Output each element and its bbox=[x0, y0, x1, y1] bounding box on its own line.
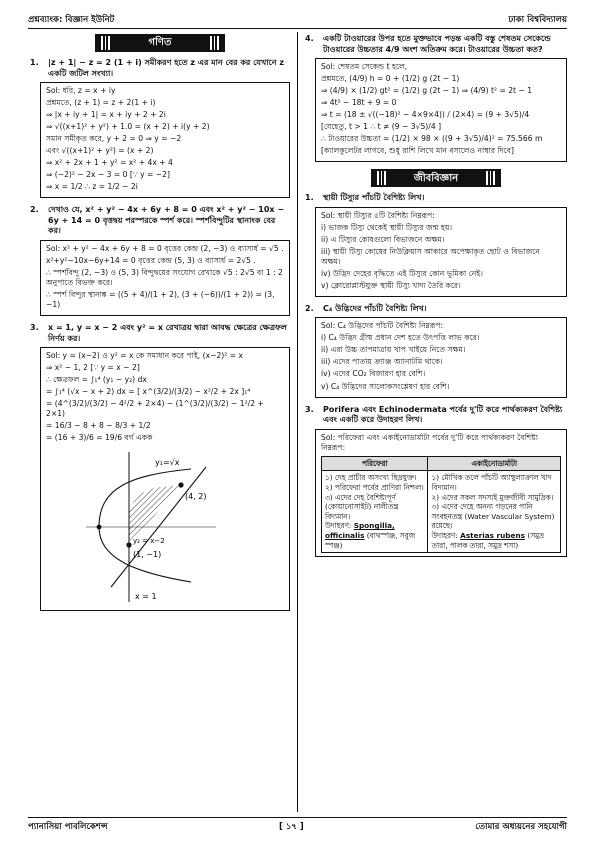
shaded-region bbox=[129, 485, 181, 545]
left-column bbox=[30, 34, 290, 618]
column-divider bbox=[297, 32, 298, 812]
example-name: Asterias rubens bbox=[460, 531, 526, 541]
solution-line: ⇒ x = 1/2 ∴ z = 1/2 − 2i bbox=[46, 182, 138, 192]
cell-line: ১) মৌখিক তলে পাঁচটি অ্যাম্বুল্যাক্রাল খাদ বিদ্যমান। bbox=[431, 473, 552, 492]
solution-line: ⇒ (4/9) × (1/2) gt² = (1/2) g (2t − 1) ⇒ (4/9) t² = 2t − 1 bbox=[321, 86, 533, 96]
table-cell bbox=[322, 471, 428, 553]
solution-line: iv) উদ্ভিদ দেহের বৃদ্ধিতে এই টিস্যুর কোন ভূমিকা নেই। bbox=[321, 268, 483, 278]
cell-line: ৩) এদের দেহে অনন্য গড়নের পানি সংবহনতন্ত্র (Water Vascular System) রয়েছে। bbox=[431, 502, 555, 531]
example-label: উদাহরণ: bbox=[325, 521, 352, 531]
solution-line: x²+y²−10x−6y+14 = 0 বৃত্তের কেন্দ্র (5, 3) ও ব্যাসার্ধ = 2√5 . bbox=[46, 255, 256, 265]
solution-line: v) C₄ উদ্ভিদের সালোকসংশ্লেষণ হার বেশি। bbox=[321, 381, 450, 391]
solution-line: ∴ টাওয়ারের উচ্চতা = (1/2) × 98 × ((9 + 3√5)/4)² = 75.566 m bbox=[321, 134, 543, 144]
solution-line: প্রশ্নমতে, (z + 1) = z + 2(1 + i) bbox=[46, 98, 156, 108]
page-header bbox=[28, 10, 567, 29]
table-cell bbox=[428, 471, 561, 553]
page-number: [ ১৭ ] bbox=[279, 821, 304, 832]
cell-line: ২) এদের সকল সদস্যই মুক্তজীবী সামুদ্রিক। bbox=[431, 492, 554, 502]
comparison-table bbox=[321, 456, 561, 554]
right-column bbox=[305, 34, 567, 564]
label-point-1-minus-1: (1, −1) bbox=[133, 550, 162, 560]
label-y1: y₁=√x bbox=[155, 458, 180, 468]
table-header: একাইনোডার্মাটা bbox=[428, 456, 561, 471]
solution-line: এবং √((x+1)² + y²) = (x + 2) bbox=[46, 146, 154, 156]
question-text: একটি টাওয়ারের উপর হতে মুক্তভাবে পড়ন্ত একটি বস্তু শেষতম সেকেন্ডে টাওয়ারের উচ্চতার 4/9 অংশ অতিক্রম করে। টাওয়ারের উচ্চতা কত? bbox=[323, 34, 551, 54]
question-text: C₄ উদ্ভিদের পাঁচটি বৈশিষ্ট্য লিখ। bbox=[323, 303, 427, 313]
solution-line: ∴ ক্ষেত্রফল = ∫₁⁴ (y₁ − y₂) dx bbox=[46, 375, 147, 385]
solution-line: ⇒ x² + 2x + 1 + y² = x² + 4x + 4 bbox=[46, 158, 173, 168]
solution-line: [যেহেতু, t > 1 ∴ t ≠ (9 − 3√5)/4 ] bbox=[321, 122, 442, 132]
example-note: (সমুদ্র তারা, পালক তারা, সমুদ্র শসা) bbox=[431, 531, 544, 550]
math-question-1: 1. |z + 1| − z = 2 (1 + i) সমীকরণ হতে z এর মান বের কর যেখানে z একটি জটিল সংখ্যা। bbox=[30, 58, 290, 79]
math-solution-1 bbox=[40, 82, 290, 198]
question-text: x = 1, y = x − 2 এবং y² = x রেখাত্রয় দ্বারা আবদ্ধ ক্ষেত্রের ক্ষেত্রফল নির্ণয় কর। bbox=[48, 322, 287, 343]
example-label: উদাহরণ: bbox=[431, 531, 458, 541]
solution-line: iii) স্থায়ী টিস্যু কোষের নিউক্লিয়াস আকারে অপেক্ষাকৃত ছোট ও বিভাজনে অক্ষম। bbox=[321, 246, 540, 266]
solution-line: ii) এ টিস্যুর কোষগুলো বিভাজনে অক্ষম। bbox=[321, 234, 445, 244]
solution-line: iii) এদের পাতায় ক্র্যাঞ্জ অ্যানাটমি থাকে। bbox=[321, 357, 443, 367]
solution-line: Sol: x² + y² − 4x + 6y + 8 = 0 বৃত্তের কেন্দ্র (2, −3) ও ব্যাসার্ধ = √5 . bbox=[46, 243, 284, 253]
solution-line: = ∫₁⁴ (√x − x + 2) dx = [ x^(3/2)/(3/2) − x²/2 + 2x ]₁⁴ bbox=[46, 387, 251, 397]
solution-line: i) C₄ উদ্ভিদ গ্রীষ্ম প্রধান দেশ হতে উৎপত্তি লাভ করে। bbox=[321, 333, 480, 343]
example-note: (বাথস্পঞ্জ, সবুজ স্পঞ্জ) bbox=[325, 531, 416, 550]
label-x-1: x = 1 bbox=[135, 592, 157, 602]
bio-question-2: 2. C₄ উদ্ভিদের পাঁচটি বৈশিষ্ট্য লিখ। bbox=[305, 303, 427, 313]
question-text: |z + 1| − z = 2 (1 + i) সমীকরণ হতে z এর মান বের কর যেখানে z একটি জটিল সংখ্যা। bbox=[48, 58, 284, 78]
point-4-2 bbox=[178, 483, 183, 488]
solution-line: Sol: ধরি, z = x + iy bbox=[46, 86, 116, 96]
footer-right: তোমার অধ্যয়নের সহযোগী bbox=[475, 821, 567, 832]
cell-line: ৩) এদের দেহ বৈশিষ্ট্যপূর্ণ (কোয়ানোসাইট) নালীতন্ত্র বিদ্যমান। bbox=[325, 492, 399, 521]
solution-line: Sol: C₄ উদ্ভিদের পাঁচটি বৈশিষ্ট্য নিম্নরূপ: bbox=[321, 321, 444, 331]
bio-solution-2 bbox=[315, 317, 567, 397]
biology-section-banner bbox=[371, 169, 501, 187]
point-1-minus-1 bbox=[126, 543, 131, 548]
solution-line: ∴ স্পর্শবিন্দু (2, −3) ও (5, 3) বিন্দুদ্বয়ের সংযোগ রেখাকে √5 : 2√5 বা 1 : 2 অনুপাতে বিভক্ত করে। bbox=[46, 267, 283, 287]
solution-line: = (16 + 3)/6 = 19/6 বর্গ একক bbox=[46, 433, 153, 443]
solution-line: Sol: স্থায়ী টিস্যুর ৫টি বৈশিষ্ট্য নিম্নরূপ: bbox=[321, 210, 435, 220]
solution-line: v) ক্লোরোপ্লাস্টযুক্ত স্থায়ী টিস্যু খাদ্য তৈরি করে। bbox=[321, 280, 461, 290]
bio-solution-3 bbox=[315, 429, 567, 558]
solution-line: i) ভাজক টিস্যু থেকেই স্থায়ী টিস্যুর জন্ম হয়। bbox=[321, 222, 453, 232]
math-question-2: 2. দেখাও যে, x² + y² − 4x + 6y + 8 = 0 এবং x² + y² − 10x − 6y + 14 = 0 বৃত্তদ্বয় পরস্পরকে স্পর্শ করে। স্পর্শবিন্দুটির স্থানাংক বের কর। bbox=[30, 205, 290, 237]
solution-line: ⇒ x² − 1, 2 [∵ y = x − 2] bbox=[46, 363, 140, 373]
footer-left: প্যানাসিয়া পাবলিকেশন্স bbox=[28, 821, 108, 832]
math-heading: গণিত bbox=[148, 37, 172, 49]
solution-line: Sol: পরিফেরা এবং একাইনোডার্মাটা পর্বের দু'টি করে পার্থক্যকরণ বৈশিষ্ট্য নিম্নরূপ: bbox=[321, 432, 538, 452]
question-text: স্থায়ী টিস্যুর পাঁচটি বৈশিষ্ট্য লিখ। bbox=[323, 193, 425, 203]
solution-line: সমান সমীকৃত করে, y + 2 = 0 ⇒ y = −2 bbox=[46, 134, 182, 144]
header-right: ঢাকা বিশ্ববিদ্যালয় bbox=[508, 14, 567, 25]
question-text: Porifera এবং Echinodermata পর্বের দু'টি করে পার্থক্যকরণ বৈশিষ্ট্য এবং একটি করে উদাহরণ লিখ। bbox=[323, 404, 563, 425]
example-line bbox=[431, 531, 557, 550]
math-solution-2 bbox=[40, 240, 290, 316]
bio-solution-1 bbox=[315, 207, 567, 297]
solution-line: ⇒ |x + iy + 1| = x + iy + 2 + 2i bbox=[46, 110, 166, 120]
bio-question-3: 3. Porifera এবং Echinodermata পর্বের দু'টি করে পার্থক্যকরণ বৈশিষ্ট্য এবং একটি করে উদাহরণ লিখ। bbox=[305, 405, 567, 426]
solution-line: ⇒ t = (18 ± √((−18)² − 4×9×4)) / (2×4) = (9 + 3√5)/4 bbox=[321, 110, 530, 120]
origin-point bbox=[97, 525, 102, 530]
cell-line: ১) দেহ প্রাচীর অসংখ্য ছিদ্রযুক্ত। bbox=[325, 473, 417, 483]
math-solution-3 bbox=[40, 347, 290, 611]
page-footer bbox=[28, 817, 567, 833]
solution-line: [ক্যালকুলেটর লাগবে, শুধু রাশি লিখে মান বসালেও নাম্বার দিবে] bbox=[321, 146, 514, 156]
math-question-3: 3. x = 1, y = x − 2 এবং y² = x রেখাত্রয় দ্বারা আবদ্ধ ক্ষেত্রের ক্ষেত্রফল নির্ণয় কর। bbox=[30, 323, 290, 344]
table-header: পরিফেরা bbox=[322, 456, 428, 471]
example-line bbox=[325, 521, 424, 550]
solution-line: Sol: y = (x−2) ও y² = x কে সমাধান করে পাই, (x−2)² = x bbox=[46, 351, 243, 361]
solution-line: ⇒ √((x+1)² + y²) + 1.0 = (x + 2) + i(y + 2) bbox=[46, 122, 210, 132]
math-solution-4 bbox=[315, 58, 567, 162]
area-graph bbox=[81, 447, 221, 607]
math-section-banner bbox=[95, 34, 225, 52]
solution-line: = 16/3 − 8 + 8 − 8/3 + 1/2 bbox=[46, 421, 151, 431]
label-y2: y₂ = x−2 bbox=[133, 537, 165, 546]
math-question-4: 4. একটি টাওয়ারের উপর হতে মুক্তভাবে পড়ন্ত একটি বস্তু শেষতম সেকেন্ডে টাওয়ারের উচ্চতার 4/9 অংশ অতিক্রম করে। টাওয়ারের উচ্চতা কত? bbox=[305, 34, 567, 55]
header-left: প্রশ্নব্যাংক: বিজ্ঞান ইউনিট bbox=[28, 14, 115, 25]
solution-line: iv) এদের CO₂ বিজারণ হার বেশি। bbox=[321, 369, 426, 379]
solution-line: ⇒ 4t² − 18t + 9 = 0 bbox=[321, 98, 397, 108]
table-row bbox=[322, 471, 561, 553]
biology-heading: জীববিজ্ঞান bbox=[413, 172, 459, 184]
solution-line: ∴ স্পর্শ বিন্দুর স্থানাঙ্ক = ((5 + 4)/(1 + 2), (3 + (−6))/(1 + 2)) = (3, −1) bbox=[46, 289, 275, 309]
cell-line: ২) পরিফেরা পর্বের প্রাণিরা নিশ্চল। bbox=[325, 482, 424, 492]
solution-line: ii) এরা উচ্চ তাপমাত্রায় খাপ খাইয়ে নিতে সক্ষম। bbox=[321, 345, 466, 355]
label-point-4-2: (4, 2) bbox=[185, 492, 207, 502]
solution-line: প্রশ্নমতে, (4/9) h = 0 + (1/2) g (2t − 1) bbox=[321, 74, 460, 84]
solution-line: Sol: শেষতম সেকেন্ড t হলে, bbox=[321, 62, 408, 72]
example-name: Spongilla, officinalis bbox=[325, 521, 395, 541]
solution-line: = (4^(3/2)/(3/2) − 4²/2 + 2×4) − (1^(3/2)/(3/2) − 1²/2 + 2×1) bbox=[46, 399, 264, 419]
solution-line: ⇒ (−2)² − 2x − 3 = 0 [∵ y = −2] bbox=[46, 170, 170, 180]
question-text: দেখাও যে, x² + y² − 4x + 6y + 8 = 0 এবং x² + y² − 10x − 6y + 14 = 0 বৃত্তদ্বয় পরস্পরকে স্পর্শ করে। স্পর্শবিন্দুটির স্থানাংক বের কর। bbox=[48, 205, 285, 236]
bio-question-1: 1. স্থায়ী টিস্যুর পাঁচটি বৈশিষ্ট্য লিখ। bbox=[305, 193, 425, 203]
